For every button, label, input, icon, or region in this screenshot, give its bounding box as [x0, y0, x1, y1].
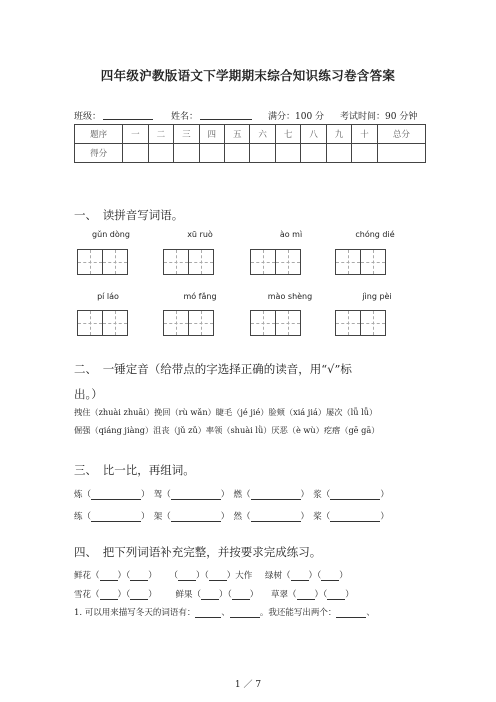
grid-cell[interactable]: [188, 249, 214, 275]
compare-row-2: 练（ ） 架（ ） 然（ ） 桨（ ）: [74, 512, 389, 522]
header-cell: 八: [301, 125, 326, 144]
answer-blank[interactable]: [297, 590, 315, 600]
writing-grid[interactable]: [335, 249, 386, 275]
grid-cell[interactable]: [77, 310, 103, 336]
score-table-header: [75, 125, 426, 144]
header-cell: 四: [199, 125, 224, 144]
pinyin-label: jìng pèi: [362, 292, 392, 301]
section-4-heading: 四、 把下列词语补充完整，并按要求完成练习。: [74, 545, 322, 559]
score-cell[interactable]: [123, 144, 148, 163]
header-cell: 三: [174, 125, 199, 144]
answer-blank[interactable]: [201, 590, 219, 600]
pronunciation-line-1: 拽住（zhuài zhuāi）挽回（rù wǎn）睫毛（jé jié）脸颊（xiá jiá）屡次（lǚ lǚ）: [74, 407, 378, 417]
page-number: 1 ／ 7: [234, 680, 262, 690]
pinyin-label: pí láo: [97, 292, 119, 301]
writing-grid[interactable]: [250, 249, 301, 275]
answer-blank[interactable]: [291, 571, 309, 581]
grid-cell[interactable]: [102, 310, 128, 336]
answer-blank[interactable]: [330, 490, 380, 500]
answer-blank[interactable]: [91, 512, 141, 522]
grid-cell[interactable]: [335, 249, 361, 275]
grid-cell[interactable]: [275, 249, 301, 275]
grid-cell[interactable]: [163, 310, 189, 336]
answer-blank[interactable]: [130, 590, 148, 600]
writing-grid[interactable]: [77, 249, 128, 275]
section-2-heading-cont: 出。）: [74, 387, 103, 401]
header-cell: 一: [123, 125, 148, 144]
answer-blank[interactable]: [91, 490, 141, 500]
grid-cell[interactable]: [250, 249, 276, 275]
answer-blank[interactable]: [195, 608, 221, 618]
section-2-heading: 二、 一锤定音（给带点的字选择正确的读音，用“√”标: [74, 362, 352, 376]
pinyin-label: ào mì: [279, 230, 303, 239]
grid-cell[interactable]: [188, 310, 214, 336]
name-field[interactable]: 姓名：: [171, 109, 198, 122]
score-cell[interactable]: [250, 144, 275, 163]
header-cell: 九: [326, 125, 351, 144]
pinyin-label: chóng dié: [355, 230, 395, 239]
section-3-heading: 三、 比一比，再组词。: [74, 463, 195, 477]
grid-cell[interactable]: [163, 249, 189, 275]
header-cell: 十: [352, 125, 377, 144]
pinyin-label: xū ruò: [187, 230, 213, 239]
idiom-question-1: 1. 可以用来描写冬天的词语有： 、 。我还能写出两个： 、: [74, 608, 375, 618]
writing-grid[interactable]: [250, 310, 301, 336]
grid-cell[interactable]: [77, 249, 103, 275]
pinyin-label: gǔn dòng: [92, 230, 130, 239]
answer-blank[interactable]: [209, 571, 227, 581]
score-cell[interactable]: [352, 144, 377, 163]
answer-blank[interactable]: [330, 512, 380, 522]
full-score-label: 满分：100 分: [268, 112, 325, 122]
answer-blank[interactable]: [321, 571, 339, 581]
writing-grid[interactable]: [77, 310, 128, 336]
score-cell[interactable]: [301, 144, 326, 163]
answer-blank[interactable]: [232, 590, 250, 600]
score-cell[interactable]: [225, 144, 250, 163]
answer-blank[interactable]: [178, 571, 196, 581]
score-cell[interactable]: [275, 144, 300, 163]
idiom-row-1: 鲜花（ ）（ ） （ ）（ ）大作 绿树（ ）（ ）: [74, 571, 348, 581]
page-title: 四年级沪教版语文下学期期末综合知识练习卷含答案: [100, 68, 396, 83]
section-1-heading: 一、 读拼音写词语。: [74, 208, 184, 222]
row-label: 得分: [75, 144, 123, 163]
header-cell: 二: [148, 125, 173, 144]
grid-cell[interactable]: [250, 310, 276, 336]
score-cell[interactable]: [174, 144, 199, 163]
answer-blank[interactable]: [130, 571, 148, 581]
writing-grid[interactable]: [335, 310, 386, 336]
answer-blank[interactable]: [100, 571, 118, 581]
grid-cell[interactable]: [360, 249, 386, 275]
pinyin-label: mó fǎng: [183, 292, 217, 301]
grid-cell[interactable]: [275, 310, 301, 336]
writing-grid[interactable]: [163, 310, 214, 336]
idiom-row-2: 雪花（ ）（ ） 鲜果（ ）（ ） 草翠（ ）（ ）: [74, 590, 354, 600]
exam-time-label: 考试时间：90 分钟: [340, 112, 418, 122]
score-cell[interactable]: [326, 144, 351, 163]
answer-blank[interactable]: [100, 590, 118, 600]
header-cell: 总分: [377, 125, 425, 144]
grid-cell[interactable]: [335, 310, 361, 336]
score-cell[interactable]: [148, 144, 173, 163]
header-cell: 题序: [75, 125, 123, 144]
answer-blank[interactable]: [171, 490, 221, 500]
class-field[interactable]: 班级：: [74, 109, 101, 122]
answer-blank[interactable]: [230, 608, 260, 618]
answer-blank[interactable]: [171, 512, 221, 522]
compare-row-1: 炼（ ） 驾（ ） 燃（ ） 浆（ ）: [74, 490, 389, 500]
writing-grid[interactable]: [163, 249, 214, 275]
pronunciation-line-2: 倔强（qiáng jiàng）沮丧（jǔ zǔ）率领（shuài lǜ）厌恶（è wù）疙瘩（gē gā）: [74, 425, 380, 435]
score-cell[interactable]: [199, 144, 224, 163]
score-cell[interactable]: [377, 144, 425, 163]
answer-blank[interactable]: [251, 490, 301, 500]
answer-blank[interactable]: [251, 512, 301, 522]
class-blank[interactable]: [103, 109, 153, 120]
answer-blank[interactable]: [336, 608, 366, 618]
header-cell: 五: [225, 125, 250, 144]
score-table: [74, 124, 426, 163]
header-cell: 六: [250, 125, 275, 144]
name-blank[interactable]: [200, 109, 252, 120]
pinyin-label: mào shèng: [267, 292, 313, 301]
grid-cell[interactable]: [360, 310, 386, 336]
grid-cell[interactable]: [102, 249, 128, 275]
header-cell: 七: [275, 125, 300, 144]
score-table-row: [75, 144, 426, 163]
answer-blank[interactable]: [327, 590, 345, 600]
